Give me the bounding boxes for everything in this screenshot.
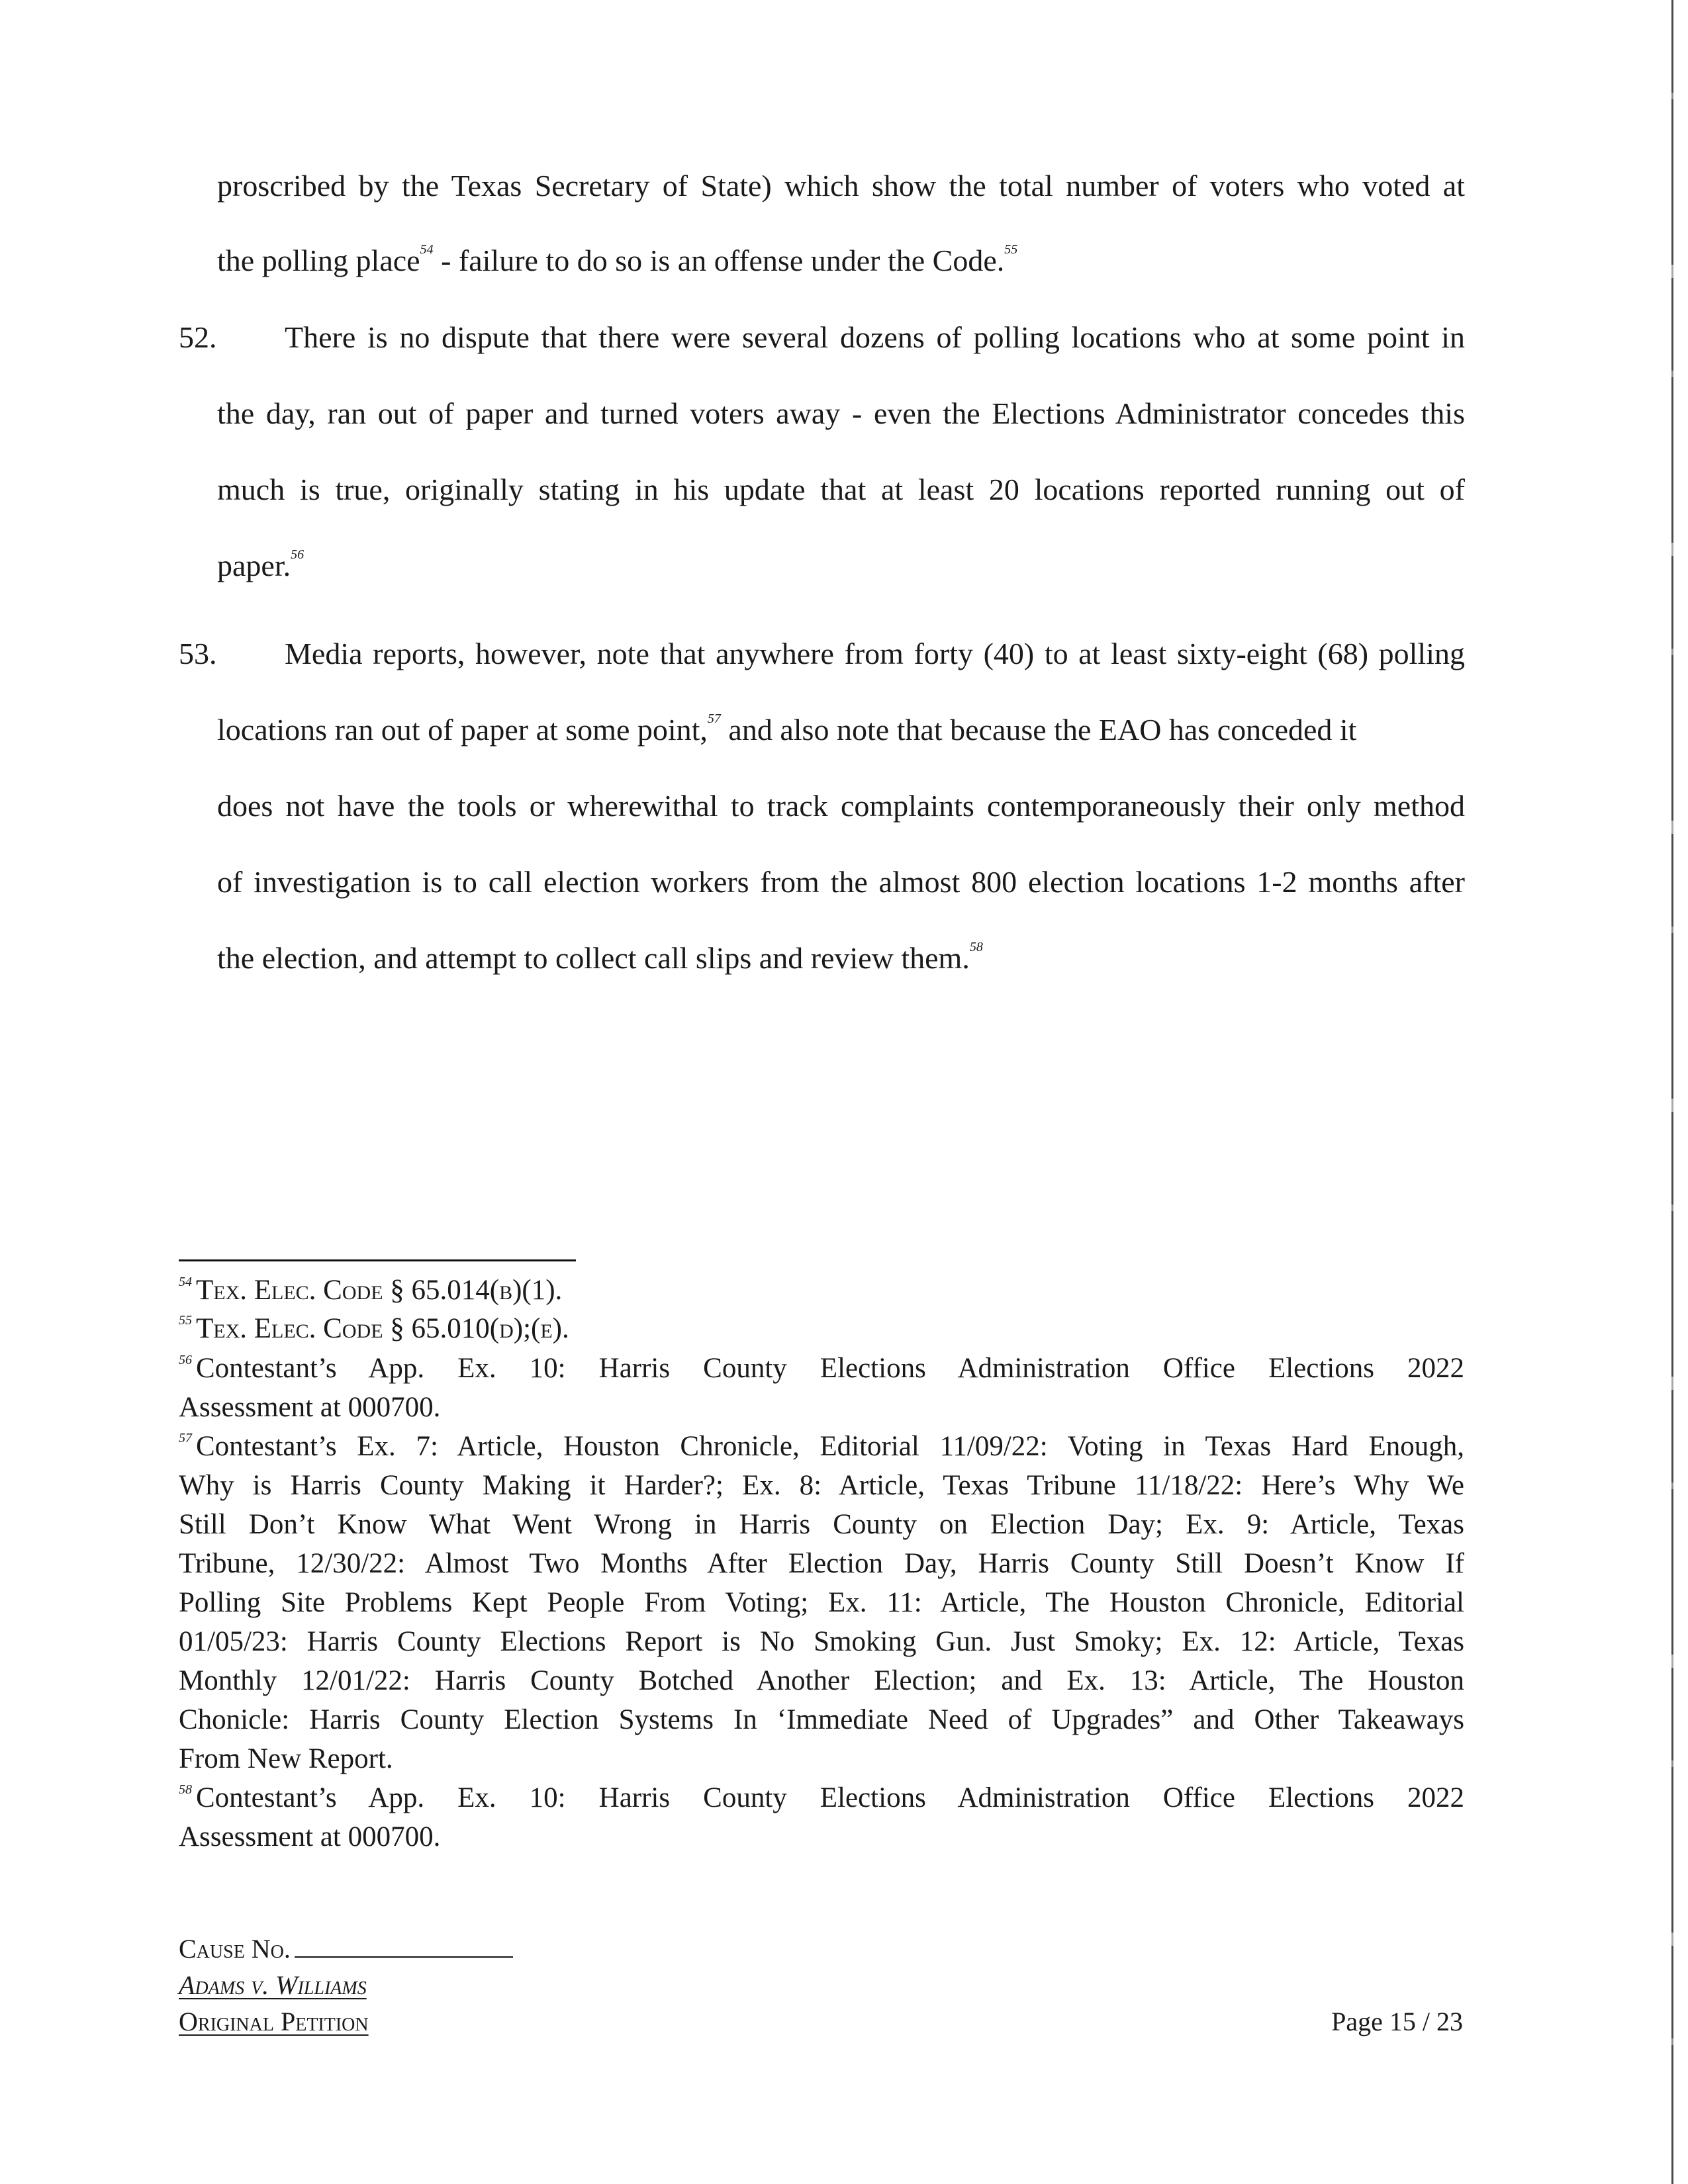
body-text: proscribed by the Texas Secretary of State) which show the total number of voters who voted at bbox=[217, 169, 1465, 203]
body-text: Media reports, however, note that anywhere from forty (40) to at least sixty-eight (68) polling bbox=[285, 637, 1465, 670]
body-text: locations ran out of paper at some point, bbox=[217, 713, 708, 747]
footnote-mark: 56 bbox=[179, 1353, 192, 1367]
body-text: much is true, originally stating in his update that at least 20 locations reported running out of bbox=[217, 473, 1465, 506]
body-line bbox=[285, 319, 1465, 356]
paragraph-number: 53. bbox=[179, 637, 217, 670]
footnote-reference[interactable]: 58 bbox=[969, 940, 983, 954]
paragraph-number: 52. bbox=[179, 320, 217, 354]
footnote-text: Contestant’s App. Ex. 10: Harris County Elections Administration Office Elections 2022 bbox=[196, 1782, 1464, 1813]
body-text: - failure to do so is an offense under the Code. bbox=[433, 244, 1005, 277]
footnote-continuation bbox=[179, 1702, 1464, 1739]
body-line bbox=[217, 242, 1017, 279]
footnote-text: Chonicle: Harris County Election Systems In ‘Immediate Need of Upgrades” and Other Takeaways bbox=[179, 1704, 1464, 1735]
footnote-mark: 58 bbox=[179, 1782, 192, 1797]
footnote-text: Assessment at 000700. bbox=[179, 1821, 441, 1852]
footnote bbox=[179, 1272, 562, 1309]
footnote-mark: 57 bbox=[179, 1431, 192, 1445]
footnote-continuation bbox=[179, 1819, 440, 1856]
footnote-text: Tex. Elec. Code § 65.014(b)(1). bbox=[196, 1275, 563, 1306]
footnote-continuation bbox=[179, 1623, 1464, 1661]
footnote-reference[interactable]: 57 bbox=[707, 711, 721, 726]
body-line bbox=[217, 788, 1465, 825]
footnote-continuation bbox=[179, 1741, 393, 1778]
footnote-text: 01/05/23: Harris County Elections Report is No Smoking Gun. Just Smoky; Ex. 12: Article, Texas bbox=[179, 1626, 1464, 1657]
footnote bbox=[179, 1350, 1464, 1387]
body-line bbox=[217, 471, 1465, 508]
footnote-continuation bbox=[179, 1467, 1464, 1504]
body-line bbox=[217, 940, 983, 977]
footnote-text: Monthly 12/01/22: Harris County Botched Another Election; and Ex. 13: Article, The Houston bbox=[179, 1665, 1464, 1696]
footnote-reference[interactable]: 54 bbox=[420, 242, 434, 257]
footnote bbox=[179, 1428, 1464, 1465]
scan-edge bbox=[1671, 0, 1673, 2184]
footnote-text: Contestant’s App. Ex. 10: Harris County Elections Administration Office Elections 2022 bbox=[196, 1353, 1464, 1384]
footnote-text: Assessment at 000700. bbox=[179, 1392, 441, 1423]
cause-number-line bbox=[179, 1933, 513, 1966]
body-text: and also note that because the EAO has conceded it bbox=[720, 713, 1357, 747]
footnote-continuation bbox=[179, 1389, 440, 1426]
body-text: paper. bbox=[217, 549, 291, 582]
body-text: of investigation is to call election workers from the almost 800 election locations 1-2 months after bbox=[217, 865, 1465, 899]
body-line bbox=[217, 547, 304, 584]
body-text: the day, ran out of paper and turned voters away - even the Elections Administrator concedes this bbox=[217, 396, 1465, 430]
cause-number-blank bbox=[295, 1936, 513, 1958]
footnote-continuation bbox=[179, 1545, 1464, 1582]
document-title: Original Petition bbox=[179, 2007, 369, 2036]
body-text: does not have the tools or wherewithal to track complaints contemporaneously their only method bbox=[217, 789, 1465, 823]
case-name: Adams v. Williams bbox=[179, 1970, 367, 2000]
footnote-mark: 54 bbox=[179, 1275, 192, 1289]
footnote-reference[interactable]: 56 bbox=[291, 547, 305, 562]
body-text: the polling place bbox=[217, 244, 420, 277]
footnote-text: Why is Harris County Making it Harder?; Ex. 8: Article, Texas Tribune 11/18/22: Here’s Why We bbox=[179, 1470, 1464, 1501]
footnote-mark: 55 bbox=[179, 1313, 192, 1328]
footnote-text: From New Report. bbox=[179, 1743, 393, 1774]
cause-number-label: Cause No. bbox=[179, 1934, 291, 1964]
body-line bbox=[217, 167, 1465, 205]
footnote-text: Still Don’t Know What Went Wrong in Harris County on Election Day; Ex. 9: Article, Texas bbox=[179, 1509, 1464, 1540]
body-line bbox=[285, 635, 1465, 672]
footnote-continuation bbox=[179, 1584, 1464, 1621]
body-text: the election, and attempt to collect call slips and review them. bbox=[217, 941, 970, 975]
footnote bbox=[179, 1780, 1464, 1817]
footnote bbox=[179, 1310, 569, 1347]
footnote-continuation bbox=[179, 1506, 1464, 1543]
footnote-text: Tex. Elec. Code § 65.010(d);(e). bbox=[196, 1313, 569, 1344]
body-line bbox=[217, 395, 1465, 432]
footnote-text: Tribune, 12/30/22: Almost Two Months After Election Day, Harris County Still Doesn’t Know If bbox=[179, 1548, 1464, 1579]
body-line bbox=[217, 711, 1465, 749]
footnote-text: Contestant’s Ex. 7: Article, Houston Chronicle, Editorial 11/09/22: Voting in Texas Hard Enough, bbox=[196, 1431, 1464, 1462]
footnote-text: Polling Site Problems Kept People From Voting; Ex. 11: Article, The Houston Chronicle, Editorial bbox=[179, 1587, 1464, 1618]
footnote-reference[interactable]: 55 bbox=[1004, 242, 1018, 257]
body-line bbox=[217, 864, 1465, 901]
page-number: Page 15 / 23 bbox=[1331, 2007, 1463, 2036]
footnote-continuation bbox=[179, 1662, 1464, 1700]
footnote-separator bbox=[179, 1259, 576, 1261]
body-text: There is no dispute that there were several dozens of polling locations who at some point in bbox=[285, 320, 1465, 354]
